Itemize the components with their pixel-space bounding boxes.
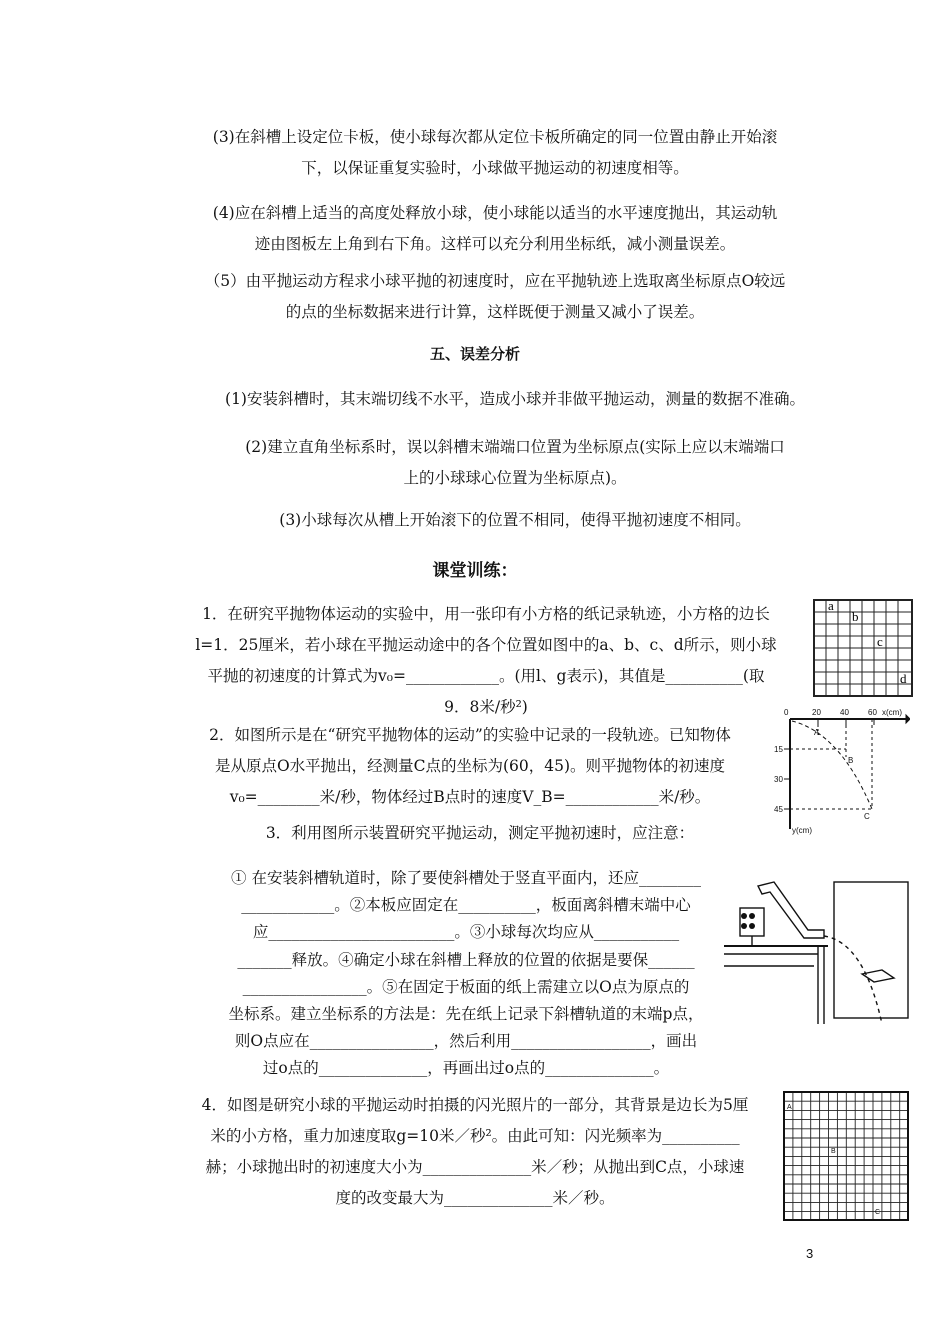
q1-grid-figure [812, 598, 914, 698]
q2-line1: 2．如图所示是在“研究平抛物体的运动”的实验中记录的一段轨迹。已知物体 [209, 726, 731, 744]
practice-heading: 课堂训练： [432, 561, 518, 581]
q1-line4: 9．8米/秒²) [444, 698, 528, 716]
q1-line1: 1．在研究平抛物体运动的实验中，用一张印有小方格的纸记录轨迹，小方格的边长 [202, 605, 770, 623]
q1-line2: l=1．25厘米，若小球在平抛运动途中的各个位置如图中的a、b、c、d所示，则小球 [195, 636, 777, 654]
q3-line2: ____________。②本板应固定在__________，板面离斜槽末端中心 [241, 896, 691, 915]
q3-apparatus-figure [724, 878, 912, 1024]
question-1 [172, 599, 800, 723]
q2-line3: v₀=________米/秒，物体经过B点时的速度V_B=____________米/秒。 [229, 788, 711, 806]
question-3 [196, 865, 736, 1083]
q4-line1: 4．如图是研究小球的平抛运动时拍摄的闪光照片的一部分，其背景是边长为5厘 [201, 1096, 749, 1114]
error-1-line1: (1)安装斜槽时，其末端切线不水平，造成小球并非做平抛运动，测量的数据不准确。 [225, 390, 805, 408]
error-1 [200, 384, 830, 415]
q3-line6: 坐标系。建立坐标系的方法是：先在纸上记录下斜槽轨道的末端p点， [228, 1005, 704, 1024]
q4-line4: 度的改变最大为______________米／秒。 [335, 1189, 615, 1207]
q2-point-c: C [864, 812, 870, 821]
q3-line5: ________________。⑤在固定于板面的纸上需建立以O点为原点的 [242, 977, 690, 996]
question-2 [170, 720, 770, 813]
tip-5-line2: 的点的坐标数据来进行计算，这样既便于测量又减小了误差。 [285, 303, 705, 321]
q4-line3: 赫；小球抛出时的初速度大小为______________米／秒；从抛出到C点，小球速 [205, 1158, 745, 1176]
q1-line3: 平抛的初速度的计算式为v₀=____________。(用l、g表示)，其值是__________(取 [207, 667, 765, 685]
q2-line2: 是从原点O水平抛出，经测量C点的坐标为(60，45)。则平抛物体的初速度 [214, 757, 726, 775]
error-2 [200, 432, 830, 494]
page-number: 3 [806, 1246, 814, 1261]
q2-y-axis-label: y(cm) [792, 826, 812, 835]
q2-ytick-15: 15 [774, 745, 783, 754]
q4-label-b: B [831, 1148, 836, 1155]
q4-label-c: C [875, 1209, 881, 1216]
q2-ytick-45: 45 [774, 805, 783, 814]
error-3 [200, 505, 830, 536]
tip-4-line2: 迹由图板左上角到右下角。这样可以充分利用坐标纸，减小测量误差。 [254, 235, 736, 253]
q2-xtick-40: 40 [840, 708, 849, 717]
q1-label-b: b [852, 609, 859, 624]
q4-line2: 米的小方格，重力加速度取g=10米／秒²。由此可知：闪光频率为__________ [210, 1127, 740, 1145]
tip-3 [190, 122, 800, 184]
q1-label-a: a [828, 598, 834, 613]
q4-flash-photo-grid [782, 1090, 910, 1222]
q2-xtick-60: 60 [868, 708, 877, 717]
tip-4-line1: (4)应在斜槽上适当的高度处释放小球，使小球能以适当的水平速度抛出，其运动轨 [212, 204, 778, 222]
q3-line3: 应________________________。③小球每次均应从___________ [252, 923, 680, 942]
q3-line4: _______释放。④确定小球在斜槽上释放的位置的依据是要保______ [237, 950, 695, 969]
q2-point-a: A [814, 728, 820, 737]
q3-title [200, 818, 760, 849]
tip-3-line1: (3)在斜槽上设定位卡板，使小球每次都从定位卡板所确定的同一位置由静止开始滚 [212, 128, 778, 146]
q3-line7: 则O点应在________________，然后利用__________________，画出 [234, 1032, 698, 1051]
error-3-line1: (3)小球每次从槽上开始滚下的位置不相同，使得平抛初速度不相同。 [279, 511, 751, 529]
q2-xtick-20: 20 [812, 708, 821, 717]
q1-label-c: c [877, 634, 883, 649]
question-4 [170, 1090, 780, 1214]
q2-point-b: B [848, 756, 854, 765]
q1-label-d: d [900, 671, 907, 686]
error-2-line2: 上的小球球心位置为坐标原点)。 [403, 469, 627, 487]
tip-5-line1: （5）由平抛运动方程求小球平抛的初速度时，应在平抛轨迹上选取离坐标原点O较远 [204, 272, 786, 290]
q3-line8: 过o点的______________，再画出过o点的______________。 [262, 1059, 670, 1078]
q4-label-a: A [787, 1104, 792, 1111]
q2-x-axis-label: x(cm) [882, 708, 902, 717]
q2-origin-label: 0 [784, 708, 789, 717]
tip-3-line2: 下，以保证重复实验时，小球做平抛运动的初速度相等。 [301, 159, 689, 177]
error-2-line1: (2)建立直角坐标系时，误以斜槽末端端口位置为坐标原点(实际上应以末端端口 [245, 438, 785, 456]
error-heading: 五、误差分析 [429, 345, 520, 363]
q2-trajectory-figure [770, 705, 910, 837]
q3-line1: ① 在安装斜槽轨道时，除了要使斜槽处于竖直平面内，还应________ [231, 869, 701, 887]
q2-ytick-30: 30 [774, 775, 783, 784]
q3-title-text: 3．利用图所示装置研究平抛运动，测定平抛初速时，应注意： [265, 824, 695, 842]
tip-4 [190, 198, 800, 260]
tip-5 [190, 266, 800, 328]
